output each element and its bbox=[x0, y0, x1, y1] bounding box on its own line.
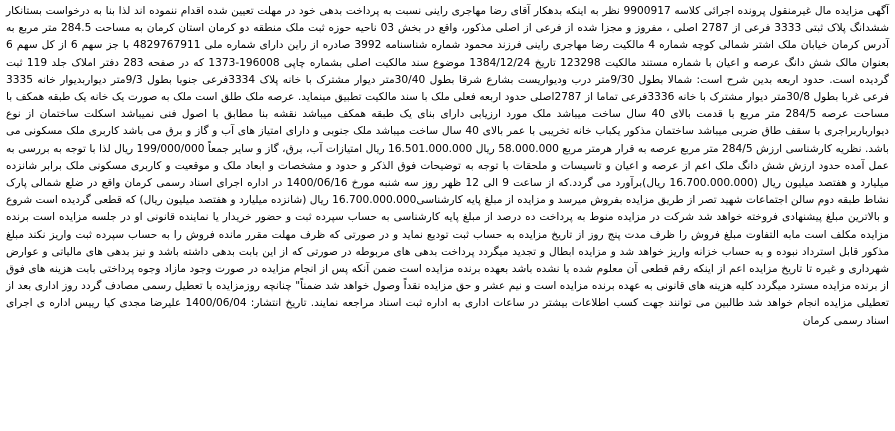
notice-body-text: آگهی مزایده مال غیرمنقول پرونده اجرائی کلاسه 9900917 نظر به اینکه بدهکار آقای رضا مهاجری راینی نسبت به پرداخت بدهی خود در مهلت تعیین شده اقدام ننموده اند لذا بنا به درخواست بستانکار ششدانگ پلاک ثبتی 3333 فرعی از 2787 اصلی ، مفروز و مجزا شده از فرعی از اصلی مذکور، واقع در بخش 03 ناحیه حوزه ثبت ملک منطقه دو کرمان استان کرمان به مساحت 284.5 متر مربع به آدرس کرمان خیابان ملک اشتر شمالی کوچه شماره 4 مالکیت رضا مهاجری راینی فرزند محمود شماره شناسنامه 3992 صادره از راین دارای شماره ملی 4829767911 با جز سهم 6 از کل سهم 6 بعنوان مالک شش دانگ عرصه و اعیان با شماره مستند مالکیت 123298 تاریخ 1384/12/24 موضوع سند مالکیت اصلی بشماره چاپی 196008-1373 که در صفحه 283 دفتر املاک جلد 119 ثبت گردیده است. حدود اربعه بدین شرح است: شمالا بطول 9/30متر درب ودیواریست بشارع شرقا بطول 30/40متر دیوار مشترک با خانه پلاک 3334فرعی جنوبا بطول 9/3متر دیواربدیوار خانه 3335 فرعی غربا بطول 30/8متر دیوار مشترک با خانه 3336فرعی تماما از 2787اصلی حدود اربعه فعلی ملک با سند مالکیت تطبیق مینماید. عرصه ملک طلق است ملک به صورت یک خانه یک طبقه همکف با مساحت عرصه 284/5 متر مربع با قدمت بالای 40 سال ساخت میباشد ملک مورد ارزیابی دارای بنای یک طبقه همکف میباشد نقشه بنا مطابق با اصول فنی نمیباشد اسکلت ساختمان از نوع دیوارباربراجری با سقف طاق ضربی میباشد ساختمان مذکور یکباب خانه تخریبی با عمر بالای 40 سال ساخت میباشد ملک جنوبی و دارای امتیاز های آب و گاز و برق می باشد کاربری ملک مسکونی می باشد. نظریه کارشناسی ارزش 284/5 متر مربع عرصه به قرار هرمتر مربع 58.000.000 ریال 16.501.000.000 ریال امتیازات آب، برق، گاز و سایر جمعاً 199/000/000 ریال لذا با توجه به بررسی به عمل آمده حدود ارزش شش دانگ ملک اعم از عرصه و اعیان و تاسیسات و ملحقات با توجه به توضیحات فوق الذکر و حدود و مشخصات و ابعاد ملک و موقعیت و کاربری مسکونی ملک برابر شانزده میلیارد و هفتصد میلیون ریال (16.700.000.000 ریال)برآورد می گردد.که از ساعت 9 الی 12 ظهر روز سه شنبه مورخ 1400/06/16 در اداره اجرای اسناد رسمی کرمان واقع در ضلع شمالی پارک نشاط طبقه دوم سالن اجتماعات شهید تصر از طریق مزایده بفروش میرسد و مزایده از مبلغ پایه کارشناسی16.700.000.000 ریال (شانزده میلیارد و هفتصد میلیون ریال) که قطعی گردیده است شروع و بالاترین مبلغ پیشنهادی فروخته خواهد شد شرکت در مزایده منوط به پرداخت ده درصد از مبلغ پایه کارشناسی به حساب سپرده ثبت و حضور خریدار یا نماینده قانونی او در جلسه مزایده است برنده مزایده مکلف است مابه التفاوت مبلغ فروش را ظرف مدت پنج روز از تاریخ مزایده به حساب ثبت تودیع نماید و در صورتی که ظرف مهلت مقرر مانده فروش را به حساب سپرده ثبت واریز نکند مبلغ مذکور قابل استرداد نبوده و به حساب خزانه واریز خواهد شد و مزایده ابطال و تجدید میگردد پرداخت بدهی های مربوطه در صورتی که از این بابت بدهی داشته باشد و نیز بدهی های مالیاتی و عوارض شهرداری و غیره تا تاریخ مزایده اعم از اینکه رقم قطعی آن معلوم شده یا نشده باشد بعهده برنده مزایده است ضمن آنکه پس از انجام مزایده در صورت وجود مازاد وجوه پرداختی بابت هزینه های فوق از برنده مزایده مسترد میگردد کلیه هزینه های قانونی به عهده برنده مزایده است و نیم عشر و حق مزایده نقداً وصول خواهد شد ضمناً" چنانچه روزمزایده با تعطیل رسمی مصادف گردد روز اداری بعد از تعطیلی مزایده انجام خواهد شد طالبین می توانند جهت کسب اطلاعات بیشتر در ساعات اداری به اداره ثبت اسناد مراجعه نمایند. تاریخ انتشار: 1400/06/04 علیرضا مجدی کیا رییس اداره ی اجرای اسناد رسمی کرمان bbox=[6, 5, 890, 327]
